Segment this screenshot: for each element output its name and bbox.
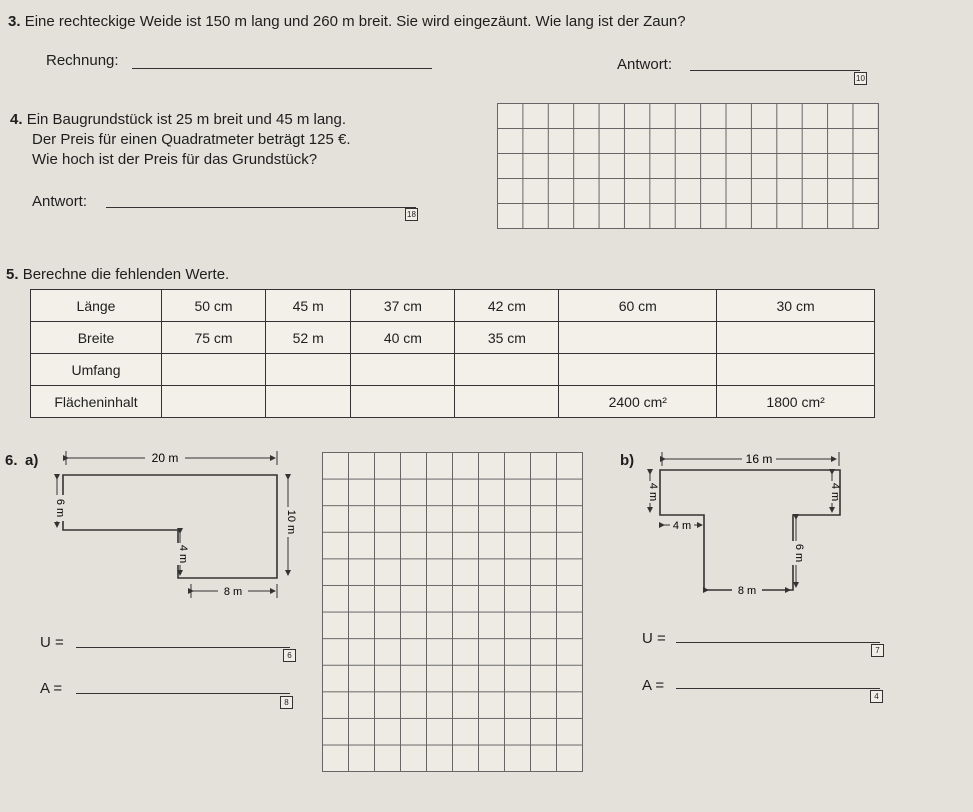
table-cell-input[interactable] xyxy=(717,354,875,386)
table-row xyxy=(31,386,875,418)
task6b-dim-stem: 6 m xyxy=(793,543,805,563)
task4-question xyxy=(10,110,351,170)
table-cell: 42 cm xyxy=(455,290,559,322)
task4-number: 4. xyxy=(10,111,23,128)
task6b-figure xyxy=(620,445,860,605)
task3-answer-line[interactable] xyxy=(690,70,860,71)
task6a-dim-bottom: 8 m xyxy=(223,586,243,598)
task5-text: Berechne die fehlenden Werte. xyxy=(22,266,230,283)
task6b-u-points: 7 xyxy=(871,644,884,657)
task4-line2: Der Preis für einen Quadratmeter beträgt 125 €. xyxy=(32,131,351,148)
table-row xyxy=(31,290,875,322)
task6a-shape xyxy=(63,475,277,578)
task6a-u-line[interactable] xyxy=(76,647,290,648)
task3-calc-label: Rechnung: xyxy=(46,52,119,69)
task6-number: 6. xyxy=(5,452,18,469)
task4-answer-line[interactable] xyxy=(106,207,416,208)
task6a-dim-top: 20 m xyxy=(151,451,179,465)
table-cell: 52 m xyxy=(266,322,351,354)
task6a-label: a) xyxy=(25,452,39,469)
table-cell-input[interactable] xyxy=(266,386,351,418)
table-cell-input[interactable] xyxy=(455,386,559,418)
table-cell-input[interactable] xyxy=(559,354,717,386)
task3-points-box: 10 xyxy=(854,72,867,85)
table-row xyxy=(31,322,875,354)
task3-text: Eine rechteckige Weide ist 150 m lang und 260 m breit. Sie wird eingezäunt. Wie lang ist der Zaun? xyxy=(24,13,686,30)
table-cell-input[interactable] xyxy=(717,322,875,354)
task4-answer-label: Antwort: xyxy=(32,193,88,210)
task6b-label: b) xyxy=(620,452,635,469)
task6b-dim-bottom: 8 m xyxy=(737,585,757,597)
task6b-a-line[interactable] xyxy=(676,688,880,689)
task5-heading xyxy=(6,266,229,283)
task6b-u-label: U = xyxy=(642,630,666,647)
task6b-dim-left: 4 m xyxy=(647,482,659,502)
task5-number: 5. xyxy=(6,266,19,283)
table-cell-input[interactable] xyxy=(162,354,266,386)
task6b-a-points: 4 xyxy=(870,690,883,703)
task4-line3: Wie hoch ist der Preis für das Grundstück? xyxy=(32,151,318,168)
task6-grid-area[interactable] xyxy=(322,452,583,772)
task6b-dim-top: 16 m xyxy=(745,452,773,466)
table-cell: 40 cm xyxy=(351,322,455,354)
task4-points-box: 18 xyxy=(405,208,418,221)
task6b-dim-inner: 4 m xyxy=(672,520,692,532)
table-cell: 75 cm xyxy=(162,322,266,354)
row-label-perimeter: Umfang xyxy=(31,354,162,386)
task6b-dim-right: 4 m xyxy=(829,482,841,502)
table-cell: 1800 cm² xyxy=(717,386,875,418)
task6a-figure xyxy=(0,445,310,610)
table-cell-input[interactable] xyxy=(351,386,455,418)
task6a-dim-inner: 4 m xyxy=(177,544,189,564)
table-cell-input[interactable] xyxy=(559,322,717,354)
task6b-a-label: A = xyxy=(642,677,665,694)
task6a-a-line[interactable] xyxy=(76,693,290,694)
task6a-dim-left: 6 m xyxy=(54,498,66,518)
row-label-width: Breite xyxy=(31,322,162,354)
task5-table xyxy=(30,289,875,418)
row-label-area: Flächeninhalt xyxy=(31,386,162,418)
task4-grid-area[interactable] xyxy=(497,103,879,229)
table-cell: 2400 cm² xyxy=(559,386,717,418)
table-row xyxy=(31,354,875,386)
task6a-a-points: 8 xyxy=(280,696,293,709)
table-cell: 60 cm xyxy=(559,290,717,322)
task6a-u-points: 6 xyxy=(283,649,296,662)
task4-line1: Ein Baugrundstück ist 25 m breit und 45 m lang. xyxy=(26,111,347,128)
task3-question xyxy=(8,13,686,30)
table-cell-input[interactable] xyxy=(351,354,455,386)
table-cell: 50 cm xyxy=(162,290,266,322)
table-cell-input[interactable] xyxy=(455,354,559,386)
table-cell-input[interactable] xyxy=(266,354,351,386)
table-cell: 37 cm xyxy=(351,290,455,322)
task6b-u-line[interactable] xyxy=(676,642,880,643)
task3-answer-label: Antwort: xyxy=(617,56,673,73)
task6a-dim-right: 10 m xyxy=(285,509,297,535)
row-label-length: Länge xyxy=(31,290,162,322)
task6a-u-label: U = xyxy=(40,634,64,651)
table-cell: 45 m xyxy=(266,290,351,322)
table-cell-input[interactable] xyxy=(162,386,266,418)
table-cell: 30 cm xyxy=(717,290,875,322)
table-cell: 35 cm xyxy=(455,322,559,354)
task6a-a-label: A = xyxy=(40,680,63,697)
task3-calc-line[interactable] xyxy=(132,68,432,69)
task3-number: 3. xyxy=(8,13,21,30)
